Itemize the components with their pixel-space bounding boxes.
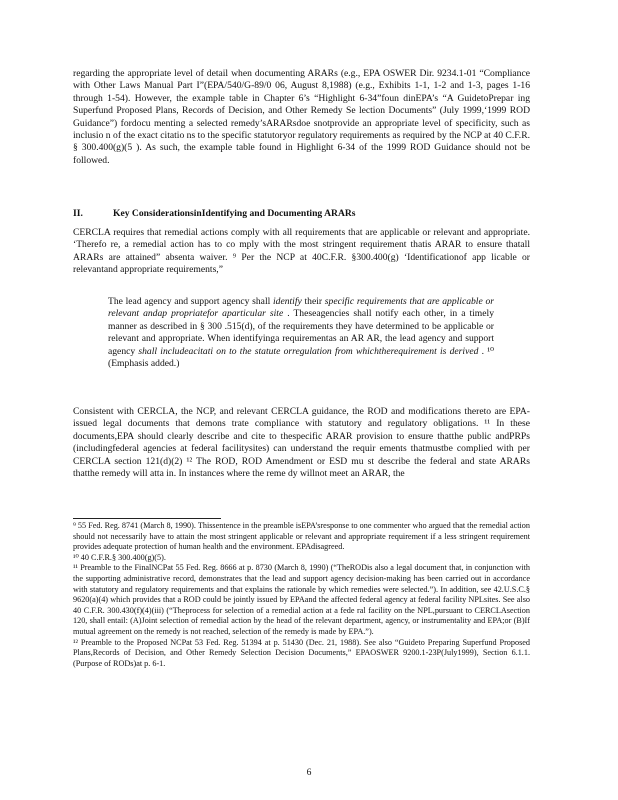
section-number: II. <box>73 208 83 219</box>
quote-italic-1: identify <box>273 296 302 307</box>
quote-text-1: The lead agency and support agency shall <box>108 296 273 307</box>
footnote-12: ¹² Preamble to the Proposed NCPat 53 Fed. Reg. 51394 at p. 51430 (Dec. 21, 1988). See also “Guideto Preparing Superfund Proposed Plans,Records of Decision, and Other Remedy Selection Decision Documents,” EPAOSWER 9200.1-23P(July1999), Section 6.1.1.(Purpose of RODs)at p. 6-1. <box>73 637 530 668</box>
footnotes <box>73 521 530 669</box>
footnote-11: ¹¹ Preamble to the FinalNCPat 55 Fed. Reg. 8666 at p. 8730 (March 8, 1990) (“TheRODis also a legal document that, in conjunction with the supporting administrative record, demonstrates that the lead and support agency decision-making has been carried out in accordance with statutory and regulatory requirements and that explains the rationale by which remedies were selected.”). In addition, see 42.U.S.C.§ 9620(a)(4) which provides that a ROD could be jointly issued by EPAand the affected federal agency at federal facility NPLsites. See also 40 C.F.R. 300.430(f)(4)(iii) (“Theprocess for selection of a remedial action at a fede ral facility on the NPL,pursuant to CERCLAsection 120, shall entail: (A)Joint selection of remedial action by the head of the relevant department, agency, or instrumentality and EPA;or (B)If mutual agreement on the remedy is not reached, selection of the remedy is made by EPA.”). <box>73 563 530 636</box>
quote-text-3: . Theseagencies shall notify each other, in a timely manner as described in § 300 .515(d), of the requirements they have determined to be applicable or relevant and appropriate. When identifyinga requirementas an AR AR, the lead agency and support agency <box>108 308 494 357</box>
block-quote-ncp <box>108 296 494 370</box>
quote-italic-2: specific requirements that are applicable or relevant andap propriatefor aparticular site <box>108 296 494 320</box>
section-heading <box>73 208 530 220</box>
paragraph-rod-documents: Consistent with CERCLA, the NCP, and relevant CERCLA guidance, the ROD and modifications thereto are EPA-issued legal documents that demons trate compliance with statutory and regulatory obligations. ¹¹ In these documents,EPA should clearly describe and cite to thespecific ARAR provision to ensure thatthe public andPRPs (includingfederal agencies at federal facilitysites) can understand the requir ements thatmustbe complied with per CERCLA section 121(d)(2) ¹² The ROD, ROD Amendment or ESD mu st describe the federal and state ARARs thatthe remedy will atta in. In instances where the reme dy willnot meet an ARAR, the <box>73 406 530 480</box>
intro-paragraph: regarding the appropriate level of detail when documenting ARARs (e.g., EPA OSWER Dir. 9234.1-01 “Compliance with Other Laws Manual Part I”(EPA/540/G-89/0 06, August 8,1988) (e.g., Exhibits 1-1, 1-2 and 1-3, pages 1-16 through 1-54). However, the example table in Chapter 6’s “Highlight 6-34”foun dinEPA’s “A GuidetoPrepar ing Superfund Proposed Plans, Records of Decision, and Other Remedy Se lection Documents” (July 1999,‘1999 ROD Guidance”) fordocu menting a selected remedy’sARARsdoe snotprovide an appropriate level of specificity, such as inclusio n of the exact citatio ns to the specific statutoryor regulatory requirements as required by the NCP at 40 C.F.R. § 300.400(g)(5 ). As such, the example table found in Highlight 6-34 of the 1999 ROD Guidance should not be followed. <box>73 68 530 166</box>
quote-text-4: . ¹⁰ (Emphasis added.) <box>108 345 494 370</box>
page-number: 6 <box>306 767 312 778</box>
section-title: Key ConsiderationsinIdentifying and Documenting ARARs <box>113 208 356 219</box>
paragraph-cercla-requirements: CERCLA requires that remedial actions comply with all requirements that are applicable or relevant and appropriate. ‘Therefo re, a remedial action has to co mply with the most stringent requirement thatis ARAR to ensure thatall ARARs are attained” absenta waiver. ⁹ Per the NCP at 40C.F.R. §300.400(g) ‘Identificationof app licable or relevantand appropriate requirements,” <box>73 227 530 276</box>
footnote-9: ⁹ 55 Fed. Reg. 8741 (March 8, 1990). Thissentence in the preamble isEPA’sresponse to one commenter who argued that the remedial action should not necessarily have to attain the most stringent applicable or relevant and appropriate requirement if a less stringent requirement provides adequate protection of human health and the environment. EPAdisagreed. <box>73 521 530 552</box>
quote-text-2: their <box>301 296 325 307</box>
footnote-10: ¹⁰ 40 C.F.R.§ 300.400(g)(5). <box>73 552 166 562</box>
quote-italic-3: shall includeacitati on to the statute orregulation from whichtherequirement is derived <box>138 345 479 357</box>
footnote-divider <box>73 518 221 519</box>
